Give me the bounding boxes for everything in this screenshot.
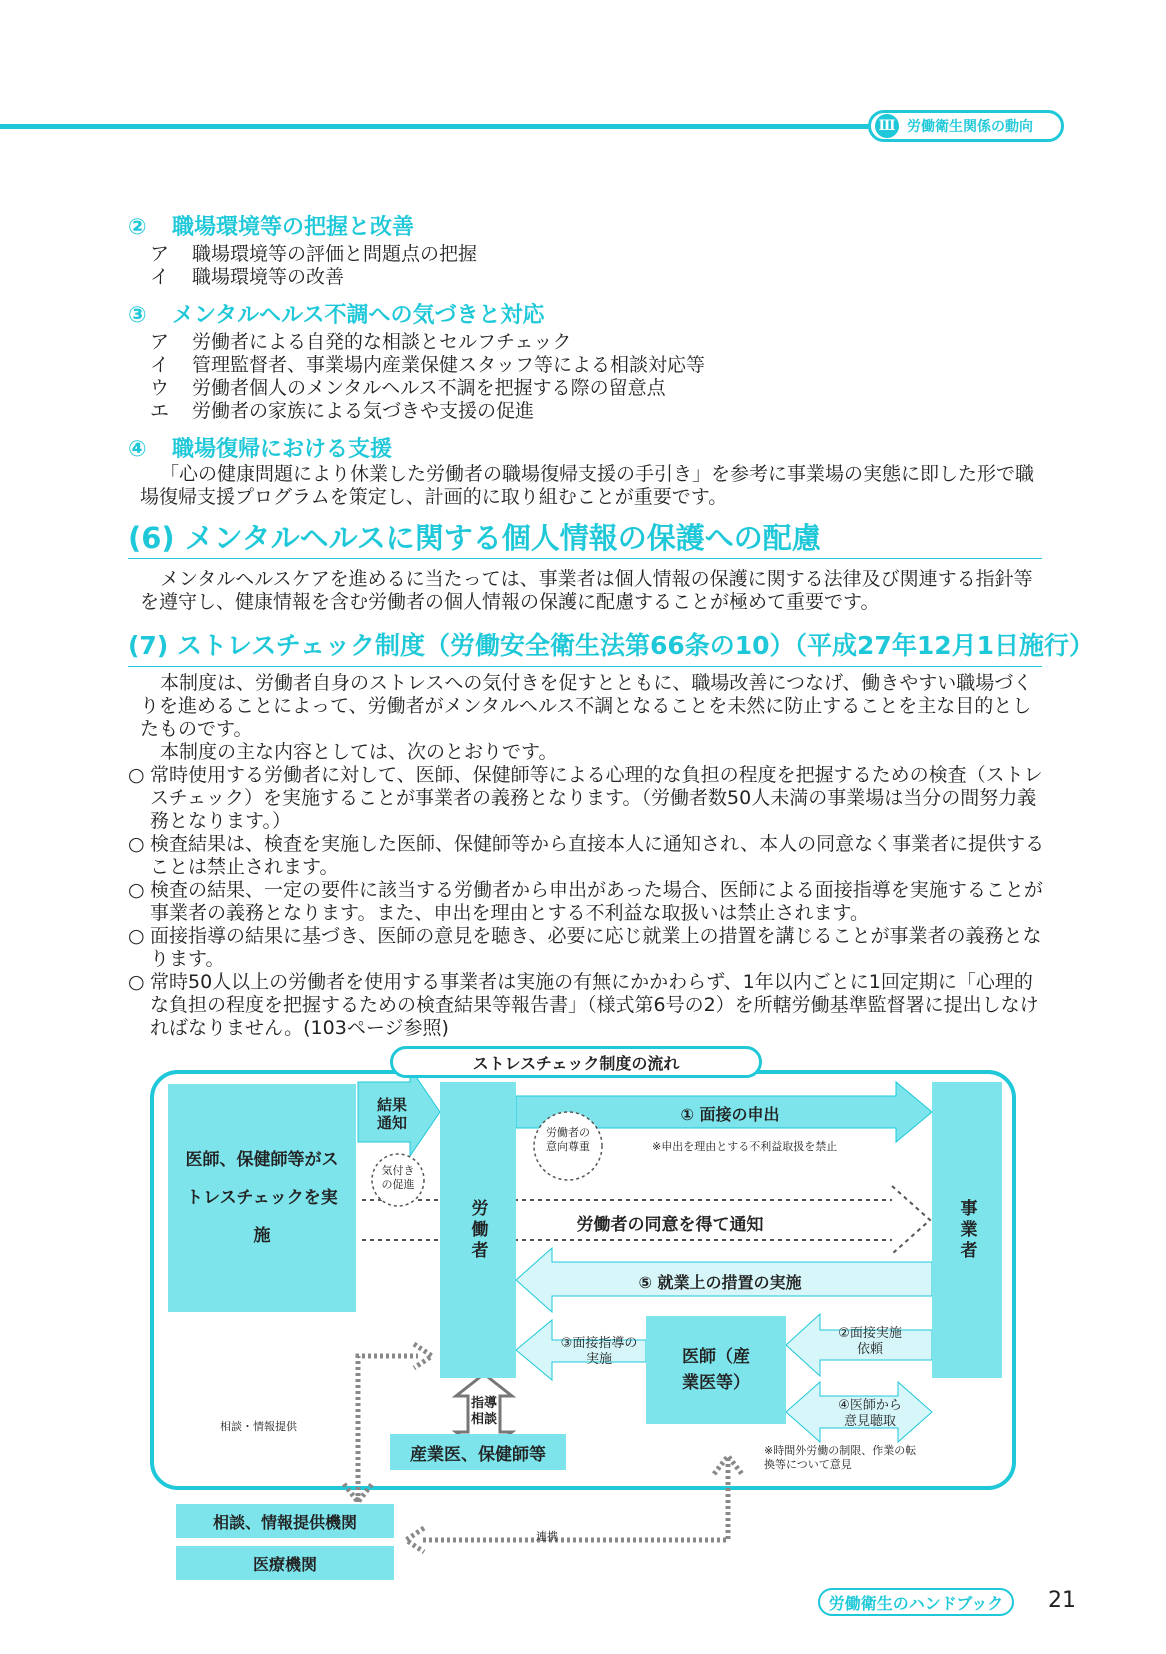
section-7-summary: 本制度の主な内容としては、次のとおりです。 xyxy=(160,741,558,763)
item-text: 労働者の家族による気づきや支援の促進 xyxy=(192,400,535,422)
step2-label: ②面接実施依頼 xyxy=(838,1326,902,1357)
page-number: 21 xyxy=(1048,1588,1076,1613)
occupational-doctor-box: 医師（産業医等） xyxy=(646,1316,786,1424)
employer-label: 事業者 xyxy=(956,1198,977,1262)
result-notice-label: 結果通知 xyxy=(376,1096,407,1132)
bullet-mark: ○ xyxy=(128,764,145,786)
section-3-title: メンタルヘルス不調への気づきと対応 xyxy=(172,303,545,328)
bullet-text: 常時使用する労働者に対して、医師、保健師等による心理的な負担の程度を把握するための検査（ストレスチェック）を実施することが事業者の義務となります。（労働者数50人未満の事業場は当分の間努力義務となります。） xyxy=(150,764,1043,832)
item-text: 労働者による自発的な相談とセルフチェック xyxy=(192,331,572,353)
employer-box xyxy=(932,1082,1002,1378)
awareness-label: 気付きの促進 xyxy=(381,1164,415,1191)
item-key: ア xyxy=(150,331,170,353)
handbook-tab: 労働衛生のハンドブック xyxy=(818,1588,1014,1616)
section-7-intro: 本制度は、労働者自身のストレスへの気付きを促すとともに、職場改善につなげ、働きやすい職場づくりを進めることによって、労働者がメンタルヘルス不調となることを未然に防止することを主な目的としたものです。 xyxy=(140,672,1033,740)
bullet-mark: ○ xyxy=(128,879,145,901)
cooperation-label: 連携 xyxy=(536,1530,558,1543)
consult-org-box: 相談、情報提供機関 xyxy=(176,1504,394,1538)
section-3-number: ③ xyxy=(128,303,147,328)
worker-label: 労働者 xyxy=(467,1198,488,1262)
bullet-text: 検査結果は、検査を実施した医師、保健師等から直接本人に通知され、本人の同意なく事業者に提供することは禁止されます。 xyxy=(150,833,1045,878)
section-2-title: 職場環境等の把握と改善 xyxy=(172,215,415,240)
step5-label: ⑤ 就業上の措置の実施 xyxy=(638,1273,802,1292)
medical-org-box: 医療機関 xyxy=(176,1546,394,1580)
section-4-number: ④ xyxy=(128,437,147,462)
item-key: ウ xyxy=(150,377,170,399)
item-text: 職場環境等の評価と問題点の把握 xyxy=(192,243,478,265)
consult-info-route xyxy=(344,1344,432,1502)
step4-label: ④医師から意見聴取 xyxy=(838,1398,902,1429)
bullet-mark: ○ xyxy=(128,971,145,993)
bullet-mark: ○ xyxy=(128,925,145,947)
bullet-text: 常時50人以上の労働者を使用する事業者は実施の有無にかかわらず、1年以内ごとに1回定期に「心理的な負担の程度を把握するための検査結果等報告書」（様式第6号の2）を所轄労働基準監督署に提出しなければなりません。(103ページ参照) xyxy=(150,971,1039,1039)
flow-title: ストレスチェック制度の流れ xyxy=(390,1046,762,1078)
overtime-note: ※時間外労働の制限、作業の転換等について意見 xyxy=(764,1444,917,1471)
chapter-number: Ⅲ xyxy=(875,114,899,138)
section-4-text: 「心の健康問題により休業した労働者の職場復帰支援の手引き」を参考に事業場の実態に即した形で職場復帰支援プログラムを策定し、計画的に取り組むことが重要です。 xyxy=(140,463,1035,508)
guidance-label: 指導相談 xyxy=(470,1396,497,1427)
section-6-heading: (6) メンタルヘルスに関する個人情報の保護への配慮 xyxy=(128,518,1042,559)
item-text: 管理監督者、事業場内産業保健スタッフ等による相談対応等 xyxy=(192,354,706,376)
section-4-title: 職場復帰における支援 xyxy=(172,437,393,462)
step1-label: ① 面接の申出 xyxy=(680,1105,780,1124)
worker-box xyxy=(440,1082,516,1378)
section-7-heading: (7) ストレスチェック制度（労働安全衛生法第66条の10）（平成27年12月1日施行） xyxy=(128,626,1042,667)
section-6-text: メンタルヘルスケアを進めるに当たっては、事業者は個人情報の保護に関する法律及び関連する指針等を遵守し、健康情報を含む労働者の個人情報の保護に配慮することが極めて重要です。 xyxy=(140,568,1033,613)
chapter-title: 労働衛生関係の動向 xyxy=(907,119,1033,135)
cooperation-route xyxy=(406,1456,742,1552)
doctor-stress-check-box: 医師、保健師等がストレスチェックを実施 xyxy=(168,1084,356,1312)
item-text: 労働者個人のメンタルヘルス不調を把握する際の留意点 xyxy=(192,377,666,399)
consent-label: 労働者の同意を得て通知 xyxy=(576,1215,764,1235)
item-key: エ xyxy=(150,400,170,422)
item-key: ア xyxy=(150,243,170,265)
section-2-number: ② xyxy=(128,215,147,240)
step3-label: ③面接指導の実施 xyxy=(560,1336,638,1367)
bullet-text: 面接指導の結果に基づき、医師の意見を聴き、必要に応じ就業上の措置を講じることが事業者の義務となります。 xyxy=(150,925,1042,970)
bullet-mark: ○ xyxy=(128,833,145,855)
bullet-text: 検査の結果、一定の要件に該当する労働者から申出があった場合、医師による面接指導を実施することが事業者の義務となります。また、申出を理由とする不利益な取扱いは禁止されます。 xyxy=(150,879,1043,924)
item-text: 職場環境等の改善 xyxy=(192,266,345,288)
item-key: イ xyxy=(150,266,170,288)
staff-box: 産業医、保健師等 xyxy=(390,1434,566,1470)
prohibition-note: ※申出を理由とする不利益取扱を禁止 xyxy=(652,1140,838,1153)
consult-info-label: 相談・情報提供 xyxy=(220,1420,297,1433)
item-key: イ xyxy=(150,354,170,376)
intention-label: 労働者の意向尊重 xyxy=(546,1126,590,1153)
